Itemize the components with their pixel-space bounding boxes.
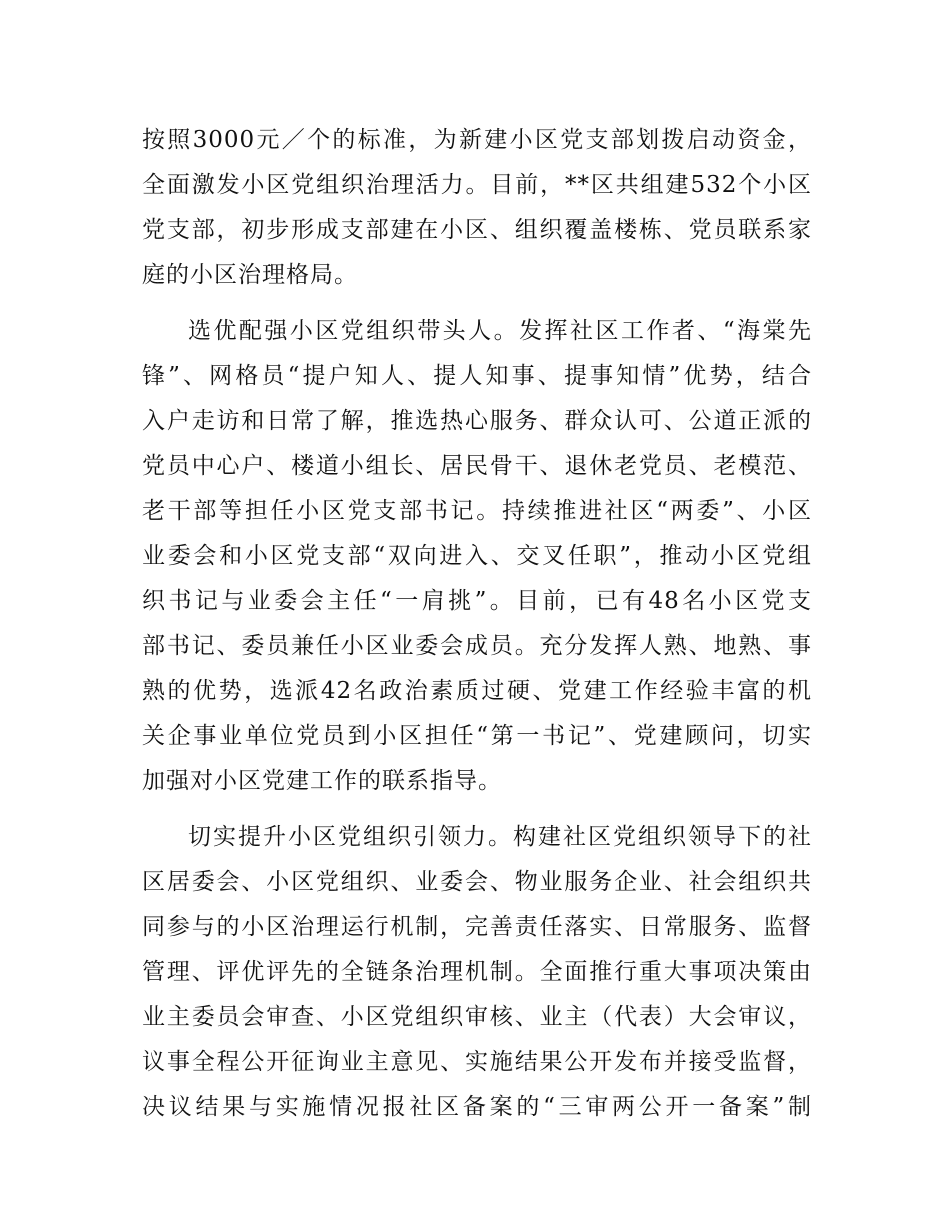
paragraph-line: 区居委会、小区党组织、业委会、物业服务企业、社会组织共 [142,869,812,895]
paragraph-line: 切实提升小区党组织引领力。构建社区党组织领导下的社 [188,824,812,850]
paragraph-line: 部书记、委员兼任小区业委会成员。充分发挥人熟、地熟、事 [142,633,812,659]
paragraph-line: 党支部，初步形成支部建在小区、组织覆盖楼栋、党员联系家 [142,217,812,243]
paragraph-line: 按照3000元／个的标准，为新建小区党支部划拨启动资金， [142,127,812,153]
paragraph-line: 决议结果与实施情况报社区备案的“三审两公开一备案”制 [142,1094,812,1120]
paragraph-line: 党员中心户、楼道小组长、居民骨干、退休老党员、老模范、 [142,453,812,479]
paragraph-3 [142,815,812,1130]
paragraph-line: 入户走访和日常了解，推选热心服务、群众认可、公道正派的 [142,408,812,434]
paragraph-2 [142,309,812,804]
paragraph-line: 全面激发小区党组织治理活力。目前，**区共组建532个小区 [142,172,812,198]
paragraph-line: 织书记与业委会主任“一肩挑”。目前，已有48名小区党支 [142,588,812,614]
paragraph-line: 庭的小区治理格局。 [142,262,358,288]
paragraph-line: 熟的优势，选派42名政治素质过硬、党建工作经验丰富的机 [142,678,812,704]
paragraph-line: 议事全程公开征询业主意见、实施结果公开发布并接受监督， [142,1049,812,1075]
paragraph-1 [142,118,812,298]
paragraph-line: 老干部等担任小区党支部书记。持续推进社区“两委”、小区 [142,498,812,524]
paragraph-line: 同参与的小区治理运行机制，完善责任落实、日常服务、监督 [142,914,812,940]
document-body [142,118,812,1130]
paragraph-spacer [142,298,812,309]
paragraph-spacer [142,804,812,815]
paragraph-line: 业委会和小区党支部“双向进入、交叉任职”，推动小区党组 [142,543,812,569]
paragraph-line: 选优配强小区党组织带头人。发挥社区工作者、“海棠先 [188,318,812,344]
paragraph-line: 业主委员会审查、小区党组织审核、业主（代表）大会审议， [142,1004,812,1030]
paragraph-line: 加强对小区党建工作的联系指导。 [142,768,502,794]
paragraph-line: 锋”、网格员“提户知人、提人知事、提事知情”优势，结合 [142,363,812,389]
paragraph-line: 关企事业单位党员到小区担任“第一书记”、党建顾问，切实 [142,723,812,749]
paragraph-line: 管理、评优评先的全链条治理机制。全面推行重大事项决策由 [142,959,812,985]
